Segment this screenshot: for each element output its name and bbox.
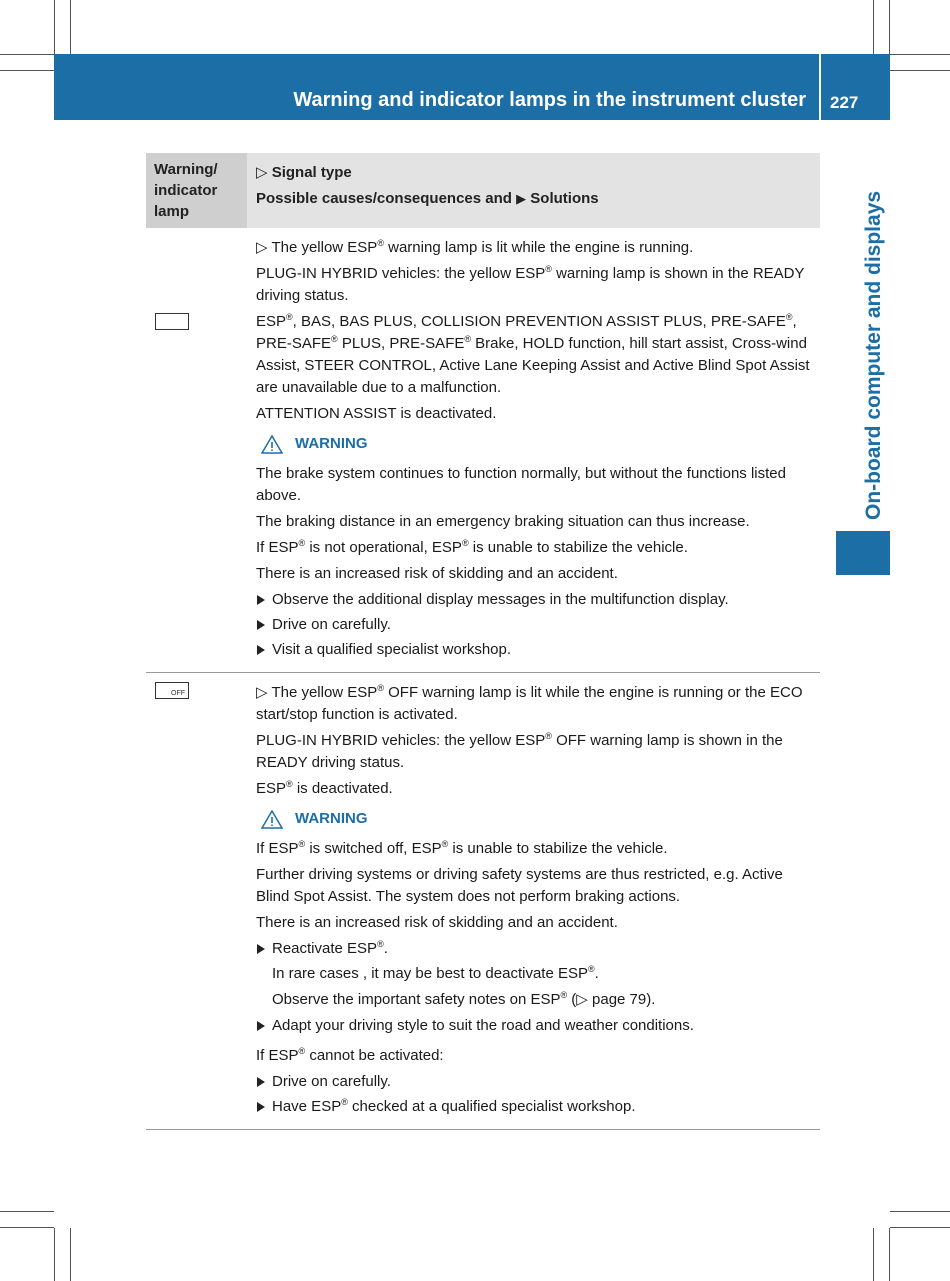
cause-text: ESP®, BAS, BAS PLUS, COLLISION PREVENTION ASSIST PLUS, PRE-SAFE®, PRE-SAFE® PLUS, PRE-SAFE® Brake, HOLD function, hill start assist, Cross-wind Assist, STEER CONTROL, Active Lane Keeping Assist and Active Blind Spot Assist are unavailable due to a malfunction. xyxy=(256,312,810,396)
solution-text: Visit a qualified specialist workshop. xyxy=(272,641,512,658)
warning-text: If ESP® is not operational, ESP® is unable to stabilize the vehicle. xyxy=(256,538,688,556)
solution-step xyxy=(256,614,820,636)
warning-text: There is an increased risk of skidding and an accident. xyxy=(256,565,618,582)
crop-mark xyxy=(70,1228,71,1281)
header-signal-type-text: Signal type xyxy=(271,164,352,181)
signal-type xyxy=(256,682,820,726)
header-lamp-line: Warning/ xyxy=(154,161,218,178)
header-signal-type xyxy=(256,160,599,186)
crop-mark xyxy=(54,1228,55,1281)
header-solutions-text: Solutions xyxy=(530,190,599,207)
lamp-cell xyxy=(146,237,247,664)
header-lamp-column xyxy=(146,153,247,228)
table-row xyxy=(146,228,820,673)
esp-off-icon: OFF xyxy=(155,682,189,699)
crop-mark xyxy=(0,1211,54,1212)
crop-mark xyxy=(889,1228,890,1281)
page-number: 227 xyxy=(830,93,859,112)
signal-text: The yellow ESP® warning lamp is lit while the engine is running. xyxy=(271,238,694,256)
solution-arrow-icon: ▶ xyxy=(516,191,527,206)
section-tab-marker xyxy=(836,531,890,575)
table-row xyxy=(146,673,820,1130)
crop-mark xyxy=(889,0,890,54)
table-header xyxy=(146,153,820,228)
section-tab-label: On-board computer and displays xyxy=(862,190,885,520)
solution-step xyxy=(256,938,820,960)
crop-mark xyxy=(0,1227,54,1228)
warning-heading xyxy=(261,808,820,830)
lamp-cell xyxy=(146,682,247,1121)
header-description-column xyxy=(247,153,599,228)
warning-text: There is an increased risk of skidding and an accident. xyxy=(256,914,618,931)
esp-skid-icon xyxy=(155,313,189,330)
signal-arrow-icon: ▷ xyxy=(256,684,272,701)
solution-step xyxy=(256,639,820,661)
header-divider xyxy=(819,54,821,120)
solution-step xyxy=(256,1015,820,1037)
solution-text: Observe the additional display messages in the multifunction display. xyxy=(272,591,729,608)
cause-text: ESP® is deactivated. xyxy=(256,779,393,797)
warning-heading xyxy=(261,433,820,455)
cause-text: PLUG-IN HYBRID vehicles: the yellow ESP® OFF warning lamp is shown in the READY driving status. xyxy=(256,731,783,771)
crop-mark xyxy=(890,70,950,71)
warning-text: The brake system continues to function normally, but without the functions listed above. xyxy=(256,465,786,504)
crop-mark xyxy=(54,0,55,54)
crop-mark xyxy=(70,0,71,54)
crop-mark xyxy=(873,1228,874,1281)
solution-step xyxy=(256,1071,820,1093)
warning-text: Further driving systems or driving safety systems are thus restricted, e.g. Active Blind Spot Assist. The system does not perform braking actions. xyxy=(256,866,783,905)
crop-mark xyxy=(873,0,874,54)
solution-text: Adapt your driving style to suit the road and weather conditions. xyxy=(272,1017,694,1034)
header-causes-text: Possible causes/consequences and xyxy=(256,190,512,207)
signal-type xyxy=(256,237,820,259)
bullet-arrow-icon xyxy=(257,1102,265,1112)
signal-text: The yellow ESP® OFF warning lamp is lit while the engine is running or the ECO start/stop function is activated. xyxy=(256,683,803,723)
cause-text: ATTENTION ASSIST is deactivated. xyxy=(256,405,497,422)
solution-text: Drive on carefully. xyxy=(272,1073,391,1090)
bullet-arrow-icon xyxy=(257,944,265,954)
warning-triangle-icon xyxy=(261,810,283,829)
solution-note: In rare cases , it may be best to deactivate ESP®. xyxy=(272,964,599,982)
crop-mark xyxy=(890,1227,950,1228)
warning-label: WARNING xyxy=(295,810,368,827)
bullet-arrow-icon xyxy=(257,1021,265,1031)
crop-mark xyxy=(0,70,54,71)
solution-text: Have ESP® checked at a qualified specialist workshop. xyxy=(272,1097,636,1115)
description-cell xyxy=(247,682,820,1121)
signal-arrow-icon: ▷ xyxy=(256,239,272,256)
warning-label: WARNING xyxy=(295,435,368,452)
cause-text: If ESP® cannot be activated: xyxy=(256,1046,444,1064)
warning-triangle-icon xyxy=(261,435,283,454)
header-causes-solutions xyxy=(256,186,599,212)
cause-text: PLUG-IN HYBRID vehicles: the yellow ESP® warning lamp is shown in the READY driving status. xyxy=(256,264,805,304)
warning-text: If ESP® is switched off, ESP® is unable to stabilize the vehicle. xyxy=(256,839,668,857)
page-title: Warning and indicator lamps in the instrument cluster xyxy=(293,89,806,111)
bullet-arrow-icon xyxy=(257,595,265,605)
solution-step xyxy=(256,589,820,611)
bullet-arrow-icon xyxy=(257,1077,265,1087)
crop-mark xyxy=(890,1211,950,1212)
crop-mark xyxy=(0,54,54,55)
solution-note: Observe the important safety notes on ESP® (▷ page 79). xyxy=(272,990,656,1008)
solution-text: Reactivate ESP®. xyxy=(272,939,388,957)
crop-mark xyxy=(890,54,950,55)
description-cell xyxy=(247,237,820,664)
bullet-arrow-icon xyxy=(257,620,265,630)
signal-arrow-icon: ▷ xyxy=(256,164,268,181)
page-header xyxy=(54,54,890,120)
warning-lamp-table xyxy=(146,153,820,1130)
solution-text: Drive on carefully. xyxy=(272,616,391,633)
header-lamp-line: indicator xyxy=(154,182,218,199)
header-lamp-line: lamp xyxy=(154,203,190,220)
solution-step xyxy=(256,1096,820,1118)
bullet-arrow-icon xyxy=(257,645,265,655)
warning-text: The braking distance in an emergency braking situation can thus increase. xyxy=(256,513,750,530)
